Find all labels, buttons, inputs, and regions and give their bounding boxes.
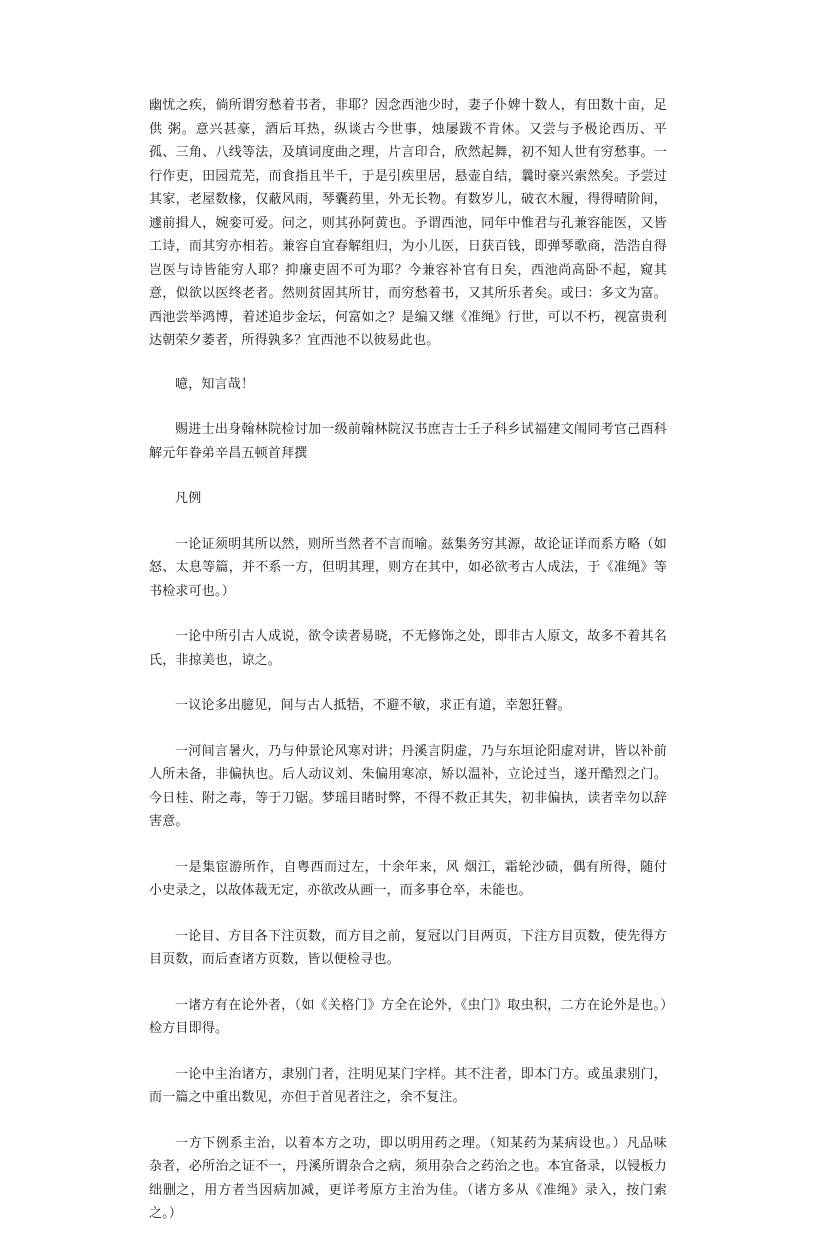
fanli-item-5: 一是集宦游所作，自粤西而过左，十余年来，风 烟江，霜轮沙碛，偶有所得，随付小史录之，以故体裁无定，亦欲改从画一，而多事仓卒，未能也。: [149, 859, 667, 898]
fanli-item-6: 一论目、方目各下注页数，而方目之前，复冠以门目两页，下注方目页数，使先得方目页数，而后查诸方页数，皆以便检寻也。: [149, 928, 667, 967]
fanli-item-8: 一论中主治诸方，隶别门者，注明见某门字样。其不注者，即本门方。或虽隶别门，而一篇之中重出数见，亦但于首见者注之，余不复注。: [149, 1066, 667, 1105]
fanli-item-2: 一论中所引古人成说，欲令读者易晓，不无修饰之处，即非古人原文，故多不着其名氏，非掠美也，谅之。: [149, 629, 667, 668]
author-signature-line: 赐进士出身翰林院检讨加一级前翰林院汉书庶吉士壬子科乡试福建文闱同考官己酉科解元年眷弟辛昌五顿首拜撰: [149, 422, 667, 461]
exclamation-paragraph: 噫，知言哉！: [175, 376, 255, 392]
document-body: [149, 94, 667, 1248]
fanli-item-1: 一论证须明其所以然，则所当然者不言而喻。兹集务穷其源，故论证详而系方略（如怒、太息等篇，并不系一方，但明其理，则方在其中，如必欲考古人成法，于《准绳》等书检求可也。）: [149, 536, 667, 599]
fanli-item-9: 一方下例系主治，以着本方之功，即以明用药之理。（知某药为某病设也。）凡品味 杂者，必所治之证不一，丹溪所谓杂合之病，须用杂合之药治之也。本宜备录，以锓板力绌删之，用方者当因病加减，更详考原方主治为佳。（诸方多从《准绳》录入，按门索之。）: [149, 1135, 667, 1221]
fanli-item-7: 一诸方有在论外者，（如《关格门》方全在论外，《虫门》取虫积，二方在论外是也。）检方目即得。: [149, 997, 667, 1036]
fanli-item-3: 一议论多出臆见，间与古人抵牾，不避不敏，求正有道，幸恕狂瞽。: [175, 698, 572, 713]
section-heading-fanli: 凡例: [175, 491, 202, 506]
fanli-item-4: 一河间言暑火，乃与仲景论风寒对讲；丹溪言阴虚，乃与东垣论阳虚对讲，皆以补前人所未备，非偏执也。后人动议刘、朱偏用寒凉，矫以温补，立论过当，遂开酷烈之门。今日桂、附之毒，等于刀锯。梦瑶目睹时弊，不得不救正其失，初非偏执，读者幸勿以辞害意。: [149, 743, 667, 829]
preface-paragraph: 幽忧之疾，倘所谓穷愁着书者，非耶？因念西池少时，妻子仆婢十数人，有田数十亩，足供 粥。意兴甚豪，酒后耳热，纵谈古今世事，烛屡跋不肯休。又尝与予极论西历、平孤、三角、八线等法，及填词度曲之理，片言印合，欣然起舞，初不知人世有穷愁事。一行作吏，田园荒芜，而食指且半千，于是引疾里居，悬壶自结，曩时豪兴索然矣。予尝过其家，老屋数椽，仅蔽风雨，琴囊药里，外无长物。有数岁儿，破衣木履，得得晴阶间，遽前揖人，婉娈可爱。问之，则其孙阿黄也。予谓西池，同年中惟君与孔兼容能医，又皆工诗，而其穷亦相若。兼容自宜春解组归，为小儿医，日获百钱，即弹琴歌商，浩浩自得岂医与诗皆能穷人耶？抑廉吏固不可为耶？今兼容补官有日矣，西池尚高卧不起，窥其意，似欲以医终老者。然则贫固其所甘，而穷愁着书，又其所乐者矣。或曰：多文为富。西池尝举鸿博，着述追步金坛，何富如之？是编又继《准绳》行世，可以不朽，视富贵利达朝荣夕萎者，所得孰多？宜西池不以彼易此也。: [149, 98, 667, 348]
